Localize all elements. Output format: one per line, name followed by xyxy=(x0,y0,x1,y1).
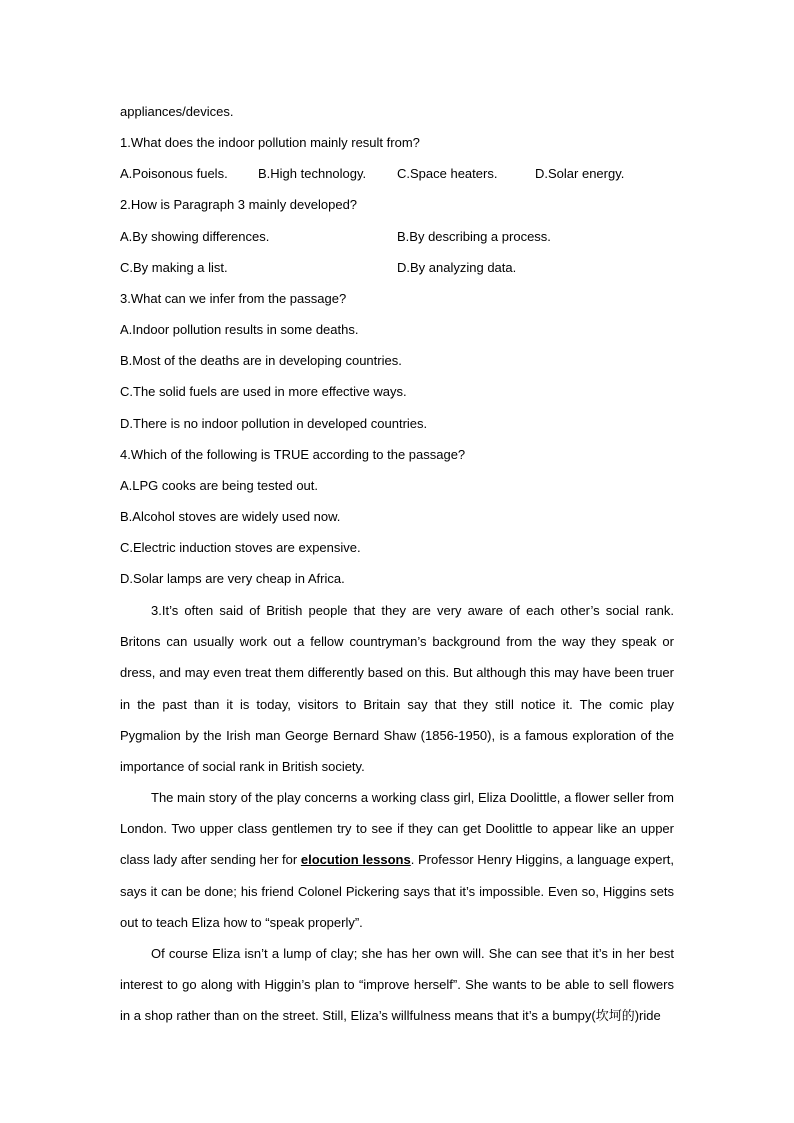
question-3-option-c: C.The solid fuels are used in more effective ways. xyxy=(120,384,407,399)
passage-paragraph-2 xyxy=(120,782,674,938)
passage-paragraph-1 xyxy=(120,595,674,782)
question-3-stem: 3.What can we infer from the passage? xyxy=(120,291,347,306)
question-1-stem: 1.What does the indoor pollution mainly result from? xyxy=(120,135,420,150)
passage-paragraph-2-text-start: The main story of the play concerns a working class girl, Eliza Doolittle, a flower seller from London. Two upper class gentlemen try to see if they can get Doolittle to appear like an upper class lady after sending her for xyxy=(120,790,674,868)
question-2-stem: 2.How is Paragraph 3 mainly developed? xyxy=(120,197,358,212)
question-2-option-d: D.By analyzing data. xyxy=(397,260,517,275)
passage-paragraph-1-text: 3.It’s often said of British people that they are very aware of each other’s social rank. Britons can usually work out a fellow countryman’s background from the way they speak or dress, and may even treat them differently based on this. But although this may have been truer in the past than it is today, visitors to Britain say that they still notice it. The comic play Pygmalion by the Irish man George Bernard Shaw (1856-1950), is a famous exploration of the importance of social rank in British society. xyxy=(120,603,674,775)
question-3-option-b: B.Most of the deaths are in developing countries. xyxy=(120,353,402,368)
question-1-option-b: B.High technology. xyxy=(258,166,367,181)
question-4-option-d: D.Solar lamps are very cheap in Africa. xyxy=(120,571,345,586)
underlined-phrase: elocution lessons xyxy=(300,852,411,868)
question-2-option-b: B.By describing a process. xyxy=(397,229,551,244)
question-4-option-a: A.LPG cooks are being tested out. xyxy=(120,478,319,493)
question-4-option-b: B.Alcohol stoves are widely used now. xyxy=(120,509,341,524)
question-3-option-d: D.There is no indoor pollution in developed countries. xyxy=(120,416,428,431)
question-4-stem: 4.Which of the following is TRUE according to the passage? xyxy=(120,447,466,462)
passage-paragraph-3-text: Of course Eliza isn’t a lump of clay; she has her own will. She can see that it’s in her best interest to go along with Higgin’s plan to “improve herself”. She wants to be able to sell flowers in a shop rather than on the street. Still, Eliza’s willfulness means that it’s a bumpy(坎坷的)ride xyxy=(120,946,674,1024)
question-2-option-c: C.By making a list. xyxy=(120,260,228,275)
question-4-option-c: C.Electric induction stoves are expensive. xyxy=(120,540,361,555)
question-2-option-a: A.By showing differences. xyxy=(120,229,270,244)
passage-paragraph-2-text-end: . Professor Henry Higgins, a language expert, says it can be done; his friend Colonel Pickering says that it’s impossible. Even so, Higgins sets out to teach Eliza how to “speak properly”. xyxy=(120,852,674,930)
question-1-option-a: A.Poisonous fuels. xyxy=(120,166,228,181)
question-3-option-a: A.Indoor pollution results in some deaths. xyxy=(120,322,359,337)
passage-paragraph-3 xyxy=(120,938,674,1032)
question-1-option-d: D.Solar energy. xyxy=(535,166,625,181)
continuation-text: appliances/devices. xyxy=(120,104,234,119)
question-1-option-c: C.Space heaters. xyxy=(397,166,498,181)
